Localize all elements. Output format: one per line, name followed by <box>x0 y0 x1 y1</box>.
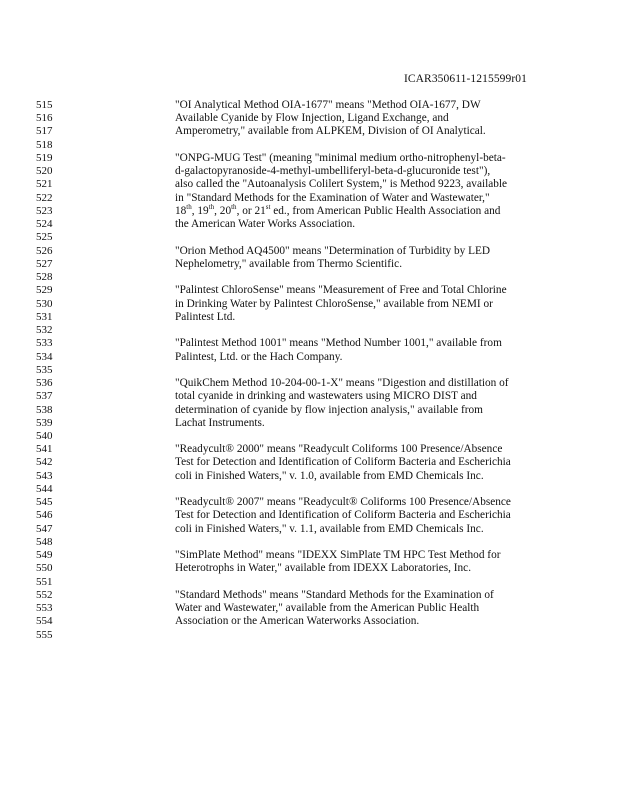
edition-18-suffix: th <box>186 203 192 212</box>
line-number: 545 <box>36 496 53 509</box>
line-number: 527 <box>36 257 53 270</box>
line-number: 530 <box>36 297 53 310</box>
text-line: Test for Detection and Identification of Coliform Bacteria and Escherichia <box>175 509 511 522</box>
text-line: Nephelometry," available from Thermo Scientific. <box>175 257 403 270</box>
line-number: 532 <box>36 324 53 337</box>
line-number: 550 <box>36 562 53 575</box>
text-line: "SimPlate Method" means "IDEXX SimPlate TM HPC Test Method for <box>175 549 501 562</box>
text-line: Test for Detection and Identification of Coliform Bacteria and Escherichia <box>175 456 511 469</box>
line-number: 535 <box>36 363 53 376</box>
text-line-523 <box>175 205 535 217</box>
line-number: 526 <box>36 244 53 257</box>
text-line: "Palintest ChloroSense" means "Measurement of Free and Total Chlorine <box>175 284 507 297</box>
text-line: coli in Finished Waters," v. 1.0, available from EMD Chemicals Inc. <box>175 469 484 482</box>
line-number: 536 <box>36 377 53 390</box>
edition-19: , 19 <box>191 204 209 217</box>
text-line: "Palintest Method 1001" means "Method Number 1001," available from <box>175 337 502 350</box>
text-line: "Readycult® 2007" means "Readycult® Coliforms 100 Presence/Absence <box>175 496 511 509</box>
line-number: 538 <box>36 403 53 416</box>
line-number: 543 <box>36 469 53 482</box>
edition-21: , or 21 <box>236 204 266 217</box>
text-line: "Standard Methods" means "Standard Methods for the Examination of <box>175 588 494 601</box>
text-line: Palintest, Ltd. or the Hach Company. <box>175 350 343 363</box>
text-line: the American Water Works Association. <box>175 218 356 231</box>
text-line: in "Standard Methods for the Examination of Water and Wastewater," <box>175 191 490 204</box>
text-line: "ONPG-MUG Test" (meaning "minimal medium ortho-nitrophenyl-beta- <box>175 151 506 164</box>
text-line: "Orion Method AQ4500" means "Determination of Turbidity by LED <box>175 244 491 257</box>
line-number: 546 <box>36 509 53 522</box>
line-number: 542 <box>36 456 53 469</box>
text-line: Palintest Ltd. <box>175 310 236 323</box>
line-number: 534 <box>36 350 53 363</box>
line-number: 533 <box>36 337 53 350</box>
line-number: 544 <box>36 482 53 495</box>
line-number: 548 <box>36 535 53 548</box>
line-number: 531 <box>36 310 53 323</box>
document-id: ICAR350611-1215599r01 <box>403 73 527 85</box>
text-line: determination of cyanide by flow injection analysis," available from <box>175 403 483 416</box>
text-line: coli in Finished Waters," v. 1.1, available from EMD Chemicals Inc. <box>175 522 484 535</box>
line-number: 521 <box>36 178 53 191</box>
line-number: 549 <box>36 549 53 562</box>
line-number: 537 <box>36 390 53 403</box>
line-number: 525 <box>36 231 53 244</box>
text-line: Association or the American Waterworks Association. <box>175 615 420 628</box>
text-line: in Drinking Water by Palintest ChloroSense," available from NEMI or <box>175 297 493 310</box>
line-number: 520 <box>36 165 53 178</box>
edition-20-suffix: th <box>231 203 237 212</box>
line-number: 517 <box>36 125 53 138</box>
line-number: 522 <box>36 191 53 204</box>
text-line: Amperometry," available from ALPKEM, Division of OI Analytical. <box>175 125 486 138</box>
line-number: 539 <box>36 416 53 429</box>
line-number: 541 <box>36 443 53 456</box>
line-number: 551 <box>36 575 53 588</box>
text-line: total cyanide in drinking and wastewaters using MICRO DIST and <box>175 390 477 403</box>
text-line: Heterotrophs in Water," available from IDEXX Laboratories, Inc. <box>175 562 472 575</box>
line-number: 529 <box>36 284 53 297</box>
text-line: d-galactopyranoside-4-methyl-umbelliferyl-beta-d-glucuronide test"), <box>175 165 491 178</box>
line-number: 515 <box>36 99 53 111</box>
line-number: 518 <box>36 138 53 151</box>
line-number: 523 <box>36 204 53 217</box>
line-number: 553 <box>36 602 53 615</box>
text-line: also called the "Autoanalysis Colilert System," is Method 9223, available <box>175 178 508 191</box>
line-number: 555 <box>36 628 53 641</box>
line-number: 516 <box>36 112 53 125</box>
text-line: "Readycult® 2000" means "Readycult Coliforms 100 Presence/Absence <box>175 443 503 456</box>
edition-20: , 20 <box>214 204 232 217</box>
edition-18: 18 <box>175 204 187 217</box>
line-number: 519 <box>36 151 53 164</box>
edition-21-suffix: st <box>265 203 271 212</box>
line-number: 528 <box>36 271 53 284</box>
line-number: 524 <box>36 218 53 231</box>
line-number: 554 <box>36 615 53 628</box>
text-line: "QuikChem Method 10-204-00-1-X" means "Digestion and distillation of <box>175 377 509 390</box>
line-523-rest: ed., from American Public Health Association and <box>270 204 501 217</box>
text-line: Lachat Instruments. <box>175 416 265 429</box>
line-number: 547 <box>36 522 53 535</box>
text-line: Available Cyanide by Flow Injection, Ligand Exchange, and <box>175 112 449 125</box>
text-line: Water and Wastewater," available from the American Public Health <box>175 602 480 615</box>
edition-19-suffix: th <box>208 203 215 212</box>
text-line: "OI Analytical Method OIA-1677" means "Method OIA-1677, DW <box>175 99 481 111</box>
line-number: 552 <box>36 588 53 601</box>
line-number: 540 <box>36 430 53 442</box>
